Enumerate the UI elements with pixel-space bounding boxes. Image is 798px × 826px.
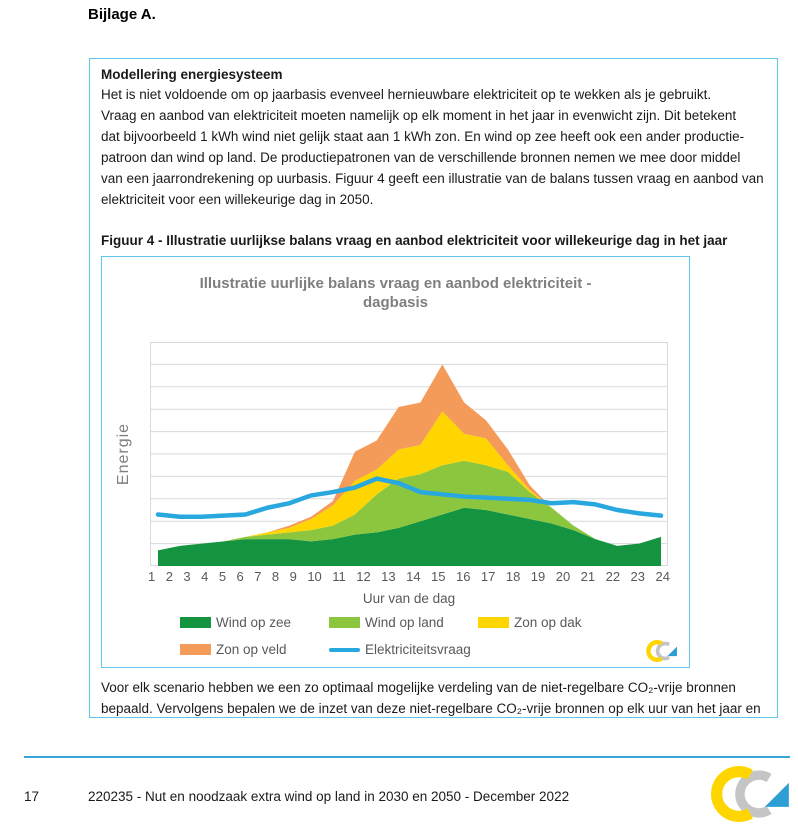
content-box [89,58,778,718]
figure-frame [101,256,690,668]
legend-item-elektriciteitsvraag [329,642,478,657]
x-tick: 3 [183,569,191,584]
legend-item-zon-op-veld [180,642,329,657]
legend-label: Zon op dak [514,615,582,630]
paragraph-line: Het is niet voldoende om op jaarbasis evenveel hernieuwbare elektriciteit op te wekken als je gebruikt. [101,87,712,102]
legend-label: Zon op veld [216,642,287,657]
x-axis-label: Uur van de dag [362,591,456,606]
x-tick: 1 [148,569,156,584]
chart-title: Illustratie uurlijke balans vraag en aanbod elektriciteit - dagbasis [199,275,592,311]
paragraph-line: Voor elk scenario hebben we een zo optimaal mogelijke verdeling van de niet-regelbare CO₂-vrije bronnen [101,680,736,695]
legend-area-swatch [180,617,211,628]
x-tick: 8 [271,569,280,584]
section-heading: Modellering energiesysteem [101,67,283,82]
footer-doc-title: 220235 - Nut en noodzaak extra wind op land in 2030 en 2050 - December 2022 [88,789,570,804]
closing-paragraph [101,677,766,719]
paragraph-line: elektriciteit voor een willekeurige dag in 2050. [101,192,374,207]
x-tick: 11 [332,569,346,584]
paragraph-line: patroon dan wind op land. De productiepatronen van de verschillende bronnen nemen we mee door middel [101,150,741,165]
x-tick: 12 [356,569,371,584]
x-tick: 14 [406,569,421,584]
legend-item-zon-op-dak [478,615,627,630]
chart-plot-area [150,342,668,566]
x-tick: 20 [555,569,571,584]
chart-plot [150,342,668,566]
x-tick: 22 [605,569,621,584]
x-tick: 24 [655,569,670,584]
legend-row-2 [180,642,478,657]
page-number: 17 [24,789,40,804]
x-tick: 4 [201,569,209,584]
x-tick: 16 [455,569,471,584]
x-tick: 15 [431,569,446,584]
x-tick: 13 [381,569,396,584]
x-tick: 19 [530,569,546,584]
figure-caption: Figuur 4 - Illustratie uurlijkse balans vraag en aanbod elektriciteit voor willekeurige dag in het jaar [101,233,728,248]
legend-line-swatch [329,648,360,652]
legend-label: Elektriciteitsvraag [365,642,471,657]
legend-area-swatch [478,617,509,628]
legend-row-1 [180,615,627,630]
paragraph-line: Vraag en aanbod van elektriciteit moeten namelijk op elk moment in het jaar in evenwicht zijn. Dit betekent [101,108,737,123]
x-tick: 6 [236,569,244,584]
x-tick: 23 [630,569,646,584]
intro-paragraph [101,84,766,210]
x-tick: 2 [165,569,173,584]
legend-area-swatch [329,617,360,628]
y-axis-label [108,342,140,566]
legend-label: Wind op zee [216,615,292,630]
legend-item-wind-op-zee [180,615,329,630]
legend-item-wind-op-land [329,615,478,630]
footer-rule [24,756,790,758]
paragraph-line: bepaald. Vervolgens bepalen we de inzet van deze niet-regelbare CO₂-vrije bronnen op elk uur van het jaar en [101,701,761,716]
paragraph-line: van een jaarrondrekening op uurbasis. Figuur 4 geeft een illustratie van de balans tussen vraag en aanbod van [101,171,764,186]
page-heading: Bijlage A. [88,6,156,23]
x-tick: 21 [580,569,596,584]
paragraph-line: dat bijvoorbeeld 1 kWh wind niet gelijk staat aan 1 kWh zon. En wind op zee heeft ook een ander productie- [101,129,745,144]
x-tick: 5 [218,569,227,584]
x-tick: 9 [289,569,297,584]
x-tick-labels [148,569,670,584]
x-tick: 10 [307,569,322,584]
y-axis-label-text: Energie [115,422,132,486]
legend-label: Wind op land [365,615,444,630]
x-tick: 18 [505,569,521,584]
ribbon-logo-icon [708,762,794,826]
ribbon-logo-icon [645,638,679,664]
x-tick: 7 [254,569,262,584]
legend-area-swatch [180,644,211,655]
x-tick: 17 [480,569,496,584]
